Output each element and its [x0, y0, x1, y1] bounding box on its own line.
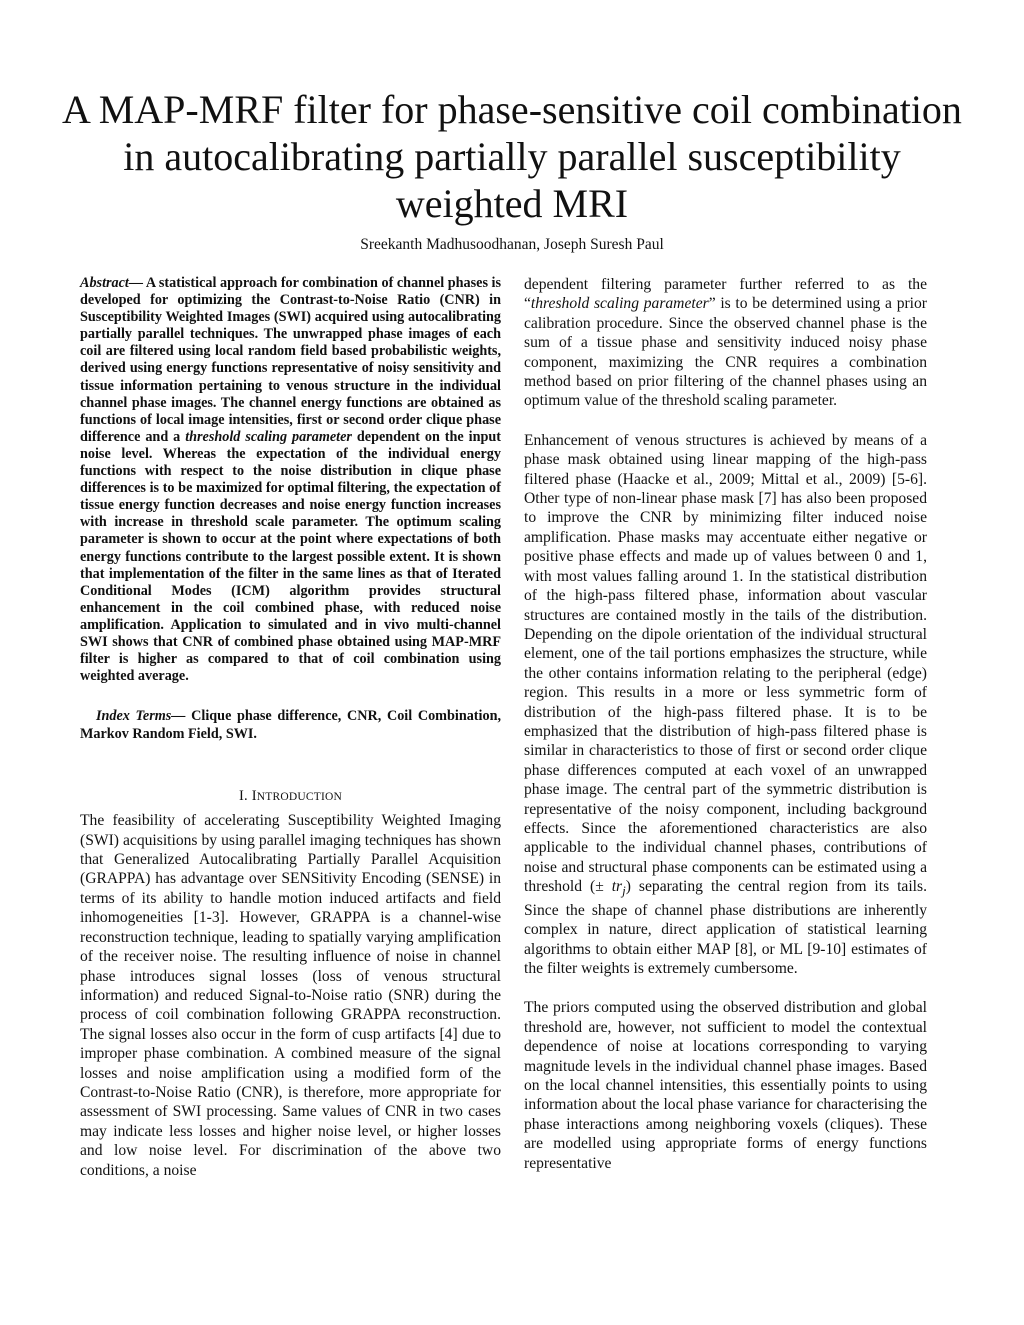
right-p1-text-2: ” is to be determined using a prior calibration procedure. Since the observed channel phase is the sum of a tissue phase and sensitivity induced noisy phase component, maximizing the CNR requires a combination method based on prior filtering of the channel phases using an optimum value of the threshold scaling parameter.: [524, 295, 927, 410]
index-terms-label: Index Terms—: [96, 708, 186, 725]
paper-title: A MAP-MRF filter for phase-sensitive coil combination in autocalibrating partially parallel susceptibility weighted MRI: [62, 87, 962, 226]
section-initial: I: [251, 788, 257, 805]
index-terms: [80, 708, 501, 743]
right-p2-text-2: ) separating the central region from its tails. Since the shape of channel phase distributions are inherently complex in nature, direct application of statistical learning algorithms to obtain either MAP [8], or ML [9-10] estimates of the filter weights is extremely cumbersome.: [524, 878, 927, 977]
introduction-paragraph-1: The feasibility of accelerating Susceptibility Weighted Imaging (SWI) acquisitions by using parallel imaging techniques has shown that Generalized Autocalibrating Partially Parallel Acquisition (GRAPPA) has advantage over SENSitivity Encoding (SENSE) in terms of its ability to handle motion induced artifacts and field inhomogeneities [1-3]. However, GRAPPA is a channel-wise reconstruction technique, leading to spatially varying amplification of the receiver noise. The resulting influence of noise in channel phase introduces signal losses (loss of venous structural information) and reduced Signal-to-Noise ratio (SNR) during the process of coil combination following GRAPPA reconstruction. The signal losses also occur in the form of cusp artifacts [4] due to improper phase combination. A combined measure of the signal losses and noise amplification using a modified form of the Contrast-to-Noise Ratio (CNR), is therefore, more appropriate for assessment of SWI processing. Same values of CNR in two cases may indicate less losses and higher noise level, or higher losses and low noise level. For discrimination of the above two conditions, a noise: [80, 812, 501, 1179]
section-numeral: I.: [239, 788, 252, 805]
abstract: [80, 275, 501, 685]
right-paragraph-3: The priors computed using the observed distribution and global threshold are, however, not sufficient to model the contextual dependence of noise at locations corresponding to varying magnitude levels in the individual channel phase images. Based on the local channel intensities, this essentially points to using information about the local phase variance for characterising the phase interactions among neighboring voxels (cliques). These are modelled using appropriate forms of energy functions representative: [524, 999, 927, 1172]
section-title-rest: NTRODUCTION: [256, 791, 342, 804]
section-heading-introduction: [80, 788, 501, 805]
abstract-italic: threshold scaling parameter: [185, 428, 352, 445]
right-paragraph-2: [524, 431, 927, 978]
right-paragraph-1: [524, 275, 927, 411]
index-terms-text: Clique phase difference, CNR, Coil Combination, Markov Random Field, SWI.: [80, 708, 502, 742]
abstract-text-1: A statistical approach for combination of channel phases is developed for optimizing the Contrast-to-Noise Ratio (CNR) in Susceptibility Weighted Images (SWI) acquired using autocalibrating partially parallel techniques. The unwrapped phase images of each coil are filtered using local random field based probabilistic weights, derived using energy functions representative of noisy sensitivity and tissue information pertaining to venous structure in the individual channel phase images. The channel energy functions are obtained as functions of local image intensities, first or second order clique phase difference and a: [80, 275, 501, 445]
left-column: [80, 275, 501, 1180]
right-p2-text-1: Enhancement of venous structures is achieved by means of a phase mask obtained using linear mapping of the high-pass filtered phase (Haacke et al., 2009; Mittal et al., 2009) [5-6]. Other type of non-linear phase mask [7] has also been proposed to improve the CNR by minimizing filter induced noise amplification. Phase masks may accentuate either negative or positive phase effects and made up of values between 0 and 1, with most values falling around 1. In the statistical distribution of the high-pass filtered phase, information about vascular structures are contained mostly in the tails of the distribution. Depending on the dipole orientation of the individual structural element, one of the tail portions emphasizes the structure, while the other contains information relating to the peripheral (edge) region. This results in a more or less symmetric form of distribution of the high-pass filtered phase. It is to be emphasized that the distribution of high-pass filtered phase is similar in characteristics to those of first or second order clique phase differences computed at each voxel of an unwrapped phase image. The central part of the symmetric distribution is representative of the noisy component, including background effects. Since the aforementioned characteristics are also applicable to the individual channel phases, contributions of noise and structural phase components can be estimated using a threshold (±: [524, 431, 927, 896]
abstract-label: Abstract—: [80, 275, 144, 291]
right-p2-subscript: j: [622, 883, 626, 899]
author-list: Sreekanth Madhusoodhanan, Joseph Suresh Paul: [360, 236, 664, 253]
right-p1-text-1: dependent filtering parameter further referred to as the “: [524, 276, 927, 313]
right-p1-italic: threshold scaling parameter: [530, 295, 709, 313]
abstract-text-2: dependent on the input noise level. Whereas the expectation of the individual energy functions with respect to the noise distribution in clique phase differences is to be maximized for optimal filtering, the expectation of tissue energy function decreases and noise energy function increases with increase in threshold scale parameter. The optimum scaling parameter is shown to occur at the point where expectations of both energy functions contribute to the largest possible extent. It is shown that implementation of the filter in the same lines as that of Iterated Conditional Modes (ICM) algorithm provides structural enhancement in the coil combined phase, with reduced noise amplification. Application to simulated and in vivo multi-channel SWI shows that CNR of combined phase obtained using MAP-MRF filter is higher as compared to that of coil combination using weighted average.: [80, 428, 501, 685]
right-column: [524, 275, 927, 1173]
right-p2-italic: tr: [611, 878, 623, 896]
